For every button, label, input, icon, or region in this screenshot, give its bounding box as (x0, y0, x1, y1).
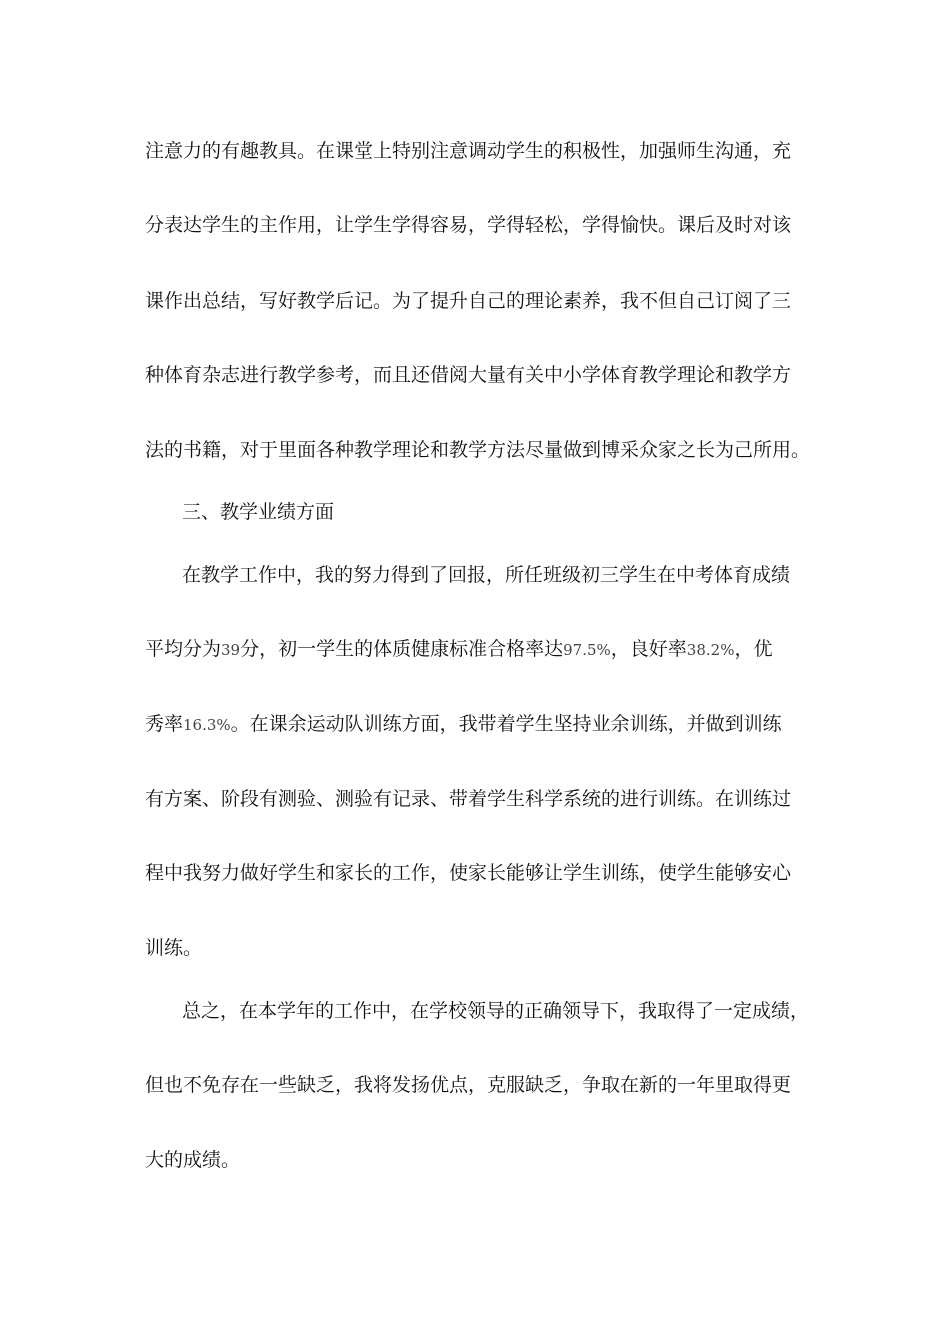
paragraph-2-line-2 (145, 636, 805, 663)
paragraph-3-line-3: 大的成绩。 (145, 1149, 241, 1171)
paragraph-1-line-4: 种体育杂志进行教学参考，而且还借阅大量有关中小学体育教学理论和教学方 (145, 364, 792, 386)
text-segment: 。在课余运动队训练方面，我带着学生坚持业余训练，并做到训练 (230, 713, 782, 735)
paragraph-2-line-3 (145, 711, 805, 738)
paragraph-1-line-1: 注意力的有趣教具。在课堂上特别注意调动学生的积极性，加强师生沟通，充 (145, 140, 792, 162)
paragraph-2-line-1: 在教学工作中，我的努力得到了回报，所任班级初三学生在中考体育成绩 (182, 564, 791, 586)
section-heading: 三、教学业绩方面 (182, 501, 335, 523)
paragraph-1-line-3: 课作出总结，写好教学后记。为了提升自己的理论素养，我不但自己订阅了三 (145, 290, 792, 312)
text-segment: ，良好率 (610, 638, 687, 660)
average-score-value: 39 (221, 641, 241, 659)
text-segment: 秀率 (145, 713, 184, 735)
paragraph-1-line-2: 分表达学生的主作用，让学生学得容易，学得轻松，学得愉快。课后及时对该 (145, 214, 792, 236)
good-rate-value: 38.2% (686, 641, 735, 659)
pass-rate-value: 97.5% (563, 641, 611, 659)
excellent-rate-value: 16.3% (183, 716, 231, 734)
paragraph-2-line-6: 训练。 (145, 937, 203, 959)
text-segment: ，优 (734, 638, 773, 660)
text-segment: 平均分为 (145, 638, 222, 660)
text-segment: 分，初一学生的体质健康标准合格率达 (240, 638, 564, 660)
paragraph-3-line-2: 但也不免存在一些缺乏，我将发扬优点，克服缺乏，争取在新的一年里取得更 (145, 1074, 792, 1096)
paragraph-2-line-5: 程中我努力做好学生和家长的工作，使家长能够让学生训练，使学生能够安心 (145, 862, 792, 884)
paragraph-3-line-1: 总之，在本学年的工作中，在学校领导的正确领导下，我取得了一定成绩， (182, 1000, 810, 1022)
paragraph-1-line-5: 法的书籍，对于里面各种教学理论和教学方法尽量做到博采众家之长为己所用。 (145, 439, 811, 461)
paragraph-2-line-4: 有方案、阶段有测验、测验有记录、带着学生科学系统的进行训练。在训练过 (145, 788, 792, 810)
